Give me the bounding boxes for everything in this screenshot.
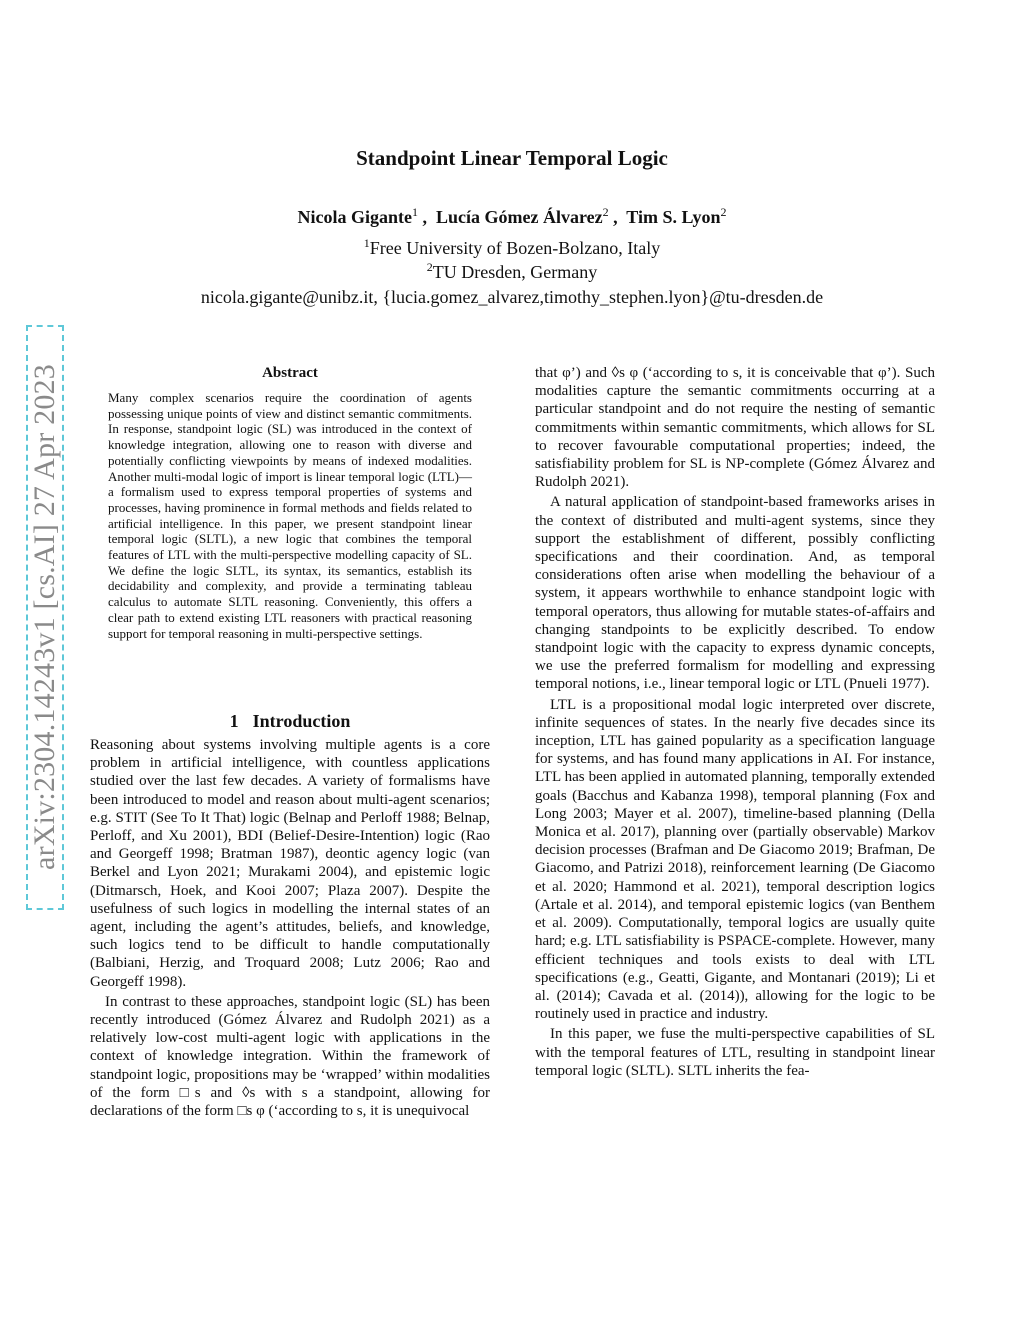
section-title: Introduction (252, 711, 351, 731)
affiliation-2 (0, 260, 1024, 283)
author-affil-mark: 2 (720, 205, 727, 219)
paragraph: that φ’) and ◊s φ (‘according to s, it is conceivable that φ’). Such modalities capture the semantic commitments occurring at a particular standpoint and do not require the nesting of semantic commitments within semantic commitments, which allows for SL to recover favourable computational properties; indeed, the satisfiability problem for SL is NP-complete (Gómez Álvarez and Rudolph 2021). (535, 365, 935, 491)
right-column-body (535, 364, 935, 1080)
paragraph: Reasoning about systems involving multiple agents is a core problem in artificial intelligence, with countless applications studied over the last few decades. A variety of formalisms have been introduced to model and reason about multi-agent scenarios; e.g. STIT (See To It That) logic (Belnap and Perloff 1988; Belnap, Perloff, and Xu 2001), BDI (Belief-Desire-Intention) logic (Rao and Georgeff 1998; Bratman 1987), deontic agency logic (van Berkel and Lyon 2021; Murakami 2004), and epistemic logic (Ditmarsch, Hoek, and Kooi 2007; Plaza 2007). Despite the usefulness of such logics in modelling the internal states of an agent, including the agent’s attitudes, beliefs, and knowledge, such logics tend to be difficult to handle computationally (Balbiani, Herzig, and Troquard 2008; Lutz 2006; Rao and Georgeff 1998). (90, 737, 490, 990)
paragraph: LTL is a propositional modal logic interpreted over discrete, infinite sequences of states. In the nearly five decades since its inception, LTL has gained popularity as a specification language for systems, and has found many applications in AI. For instance, LTL has been applied in automated planning, temporally extended goals (Bacchus and Kabanza 1998), temporal planning (Fox and Long 2003; Mayer et al. 2007), timeline-based planning (Della Monica et al. 2017), planning over (partially observable) Markov decision processes (Brafman and De Giacomo 2019; Brafman, De Giacomo, and Patrizi 2018), reinforcement learning (De Giacomo et al. 2020; Hammond et al. 2021), temporal description logics (Artale et al. 2014), and temporal epistemic logics (van Benthem et al. 2009). Computationally, temporal logics are usually quite hard; e.g. LTL satisfiability is PSPACE-complete. However, many efficient techniques and tools exists to deal with LTL specifications (e.g., Geatti, Gigante, and Montanari (2019); Li et al. (2014); Cavada et al. (2014)), allowing for the logic to be routinely used in practice and industry. (535, 696, 935, 1023)
affil-mark: 1 (363, 236, 370, 250)
paper-title: Standpoint Linear Temporal Logic (356, 146, 668, 170)
section-heading-introduction (90, 711, 490, 732)
arxiv-identifier: arXiv:2304.14243v1 [cs.AI] 27 Apr 2023 (28, 364, 61, 870)
author-name: Tim S. Lyon (626, 207, 721, 227)
author-list: Nicola Gigante$^1$ , Lucía Gómez Álvarez$^2$ , Tim S. Lyon$^2$ (297, 205, 727, 227)
author-emails: nicola.gigante@unibz.it, {lucia.gomez_alvarez,timothy_stephen.lyon}@tu-dresden.de (200, 287, 824, 307)
affil-text: TU Dresden, Germany (432, 262, 598, 282)
abstract-heading: Abstract (262, 365, 318, 381)
affiliation-1 (0, 236, 1024, 259)
affil-mark: 2 (426, 260, 433, 274)
author-affil-mark: 2 (602, 205, 609, 219)
paragraph: In contrast to these approaches, standpoint logic (SL) has been recently introduced (Gómez Álvarez and Rudolph 2021) as a relatively low-cost multi-agent logic with applications in the context of knowledge integration. Within the framework of standpoint logic, propositions may be ‘wrapped’ within modalities of the form □s and ◊s with s a standpoint, allowing for declarations of the form □s φ (‘according to s, it is unequivocal (90, 993, 490, 1120)
paragraph: In this paper, we fuse the multi-perspective capabilities of SL with the temporal features of LTL, resulting in standpoint linear temporal logic (SLTL). SLTL inherits the fea- (535, 1026, 935, 1079)
section-number: 1 (229, 711, 239, 731)
abstract-text: Many complex scenarios require the coordination of agents possessing unique points of view and distinct semantic commitments. In response, standpoint logic (SL) was introduced in the context of knowledge integration, allowing one to reason with diverse and potentially conflicting viewpoints by means of indexed modalities. Another multi-modal logic of import is linear temporal logic (LTL)—a formalism used to express temporal properties of systems and processes, having prominence in formal methods and fields related to artificial intelligence. In this paper, we present standpoint linear temporal logic (SLTL), a new logic that combines the temporal features of LTL with the multi-perspective modelling capacity of SL. We define the logic SLTL, its syntax, its semantics, establish its decidability and complexity, and provide a terminating tableau calculus to automate SLTL reasoning. Conveniently, this offers a clear path to extend existing LTL reasoners with practical reasoning support for temporal reasoning in multi-perspective settings. (108, 390, 472, 641)
paragraph: A natural application of standpoint-based frameworks arises in the context of distributed and multi-agent systems, since they support the establishment of different, possibly conflicting specifications and their coordination. And, as temporal considerations often arise when modelling the behaviour of a system, it appears worthwhile to enhance standpoint logic with temporal operators, thus allowing for mutable states-of-affairs and changing standpoints to be explicitly described. To endow standpoint logic with the capacity to express dynamic concepts, we use the preferred formalism for modelling and expressing temporal notions, i.e., linear temporal logic or LTL (Pnueli 1977). (535, 494, 935, 693)
author-name: Nicola Gigante (297, 207, 412, 227)
left-column-body (90, 736, 490, 1120)
affil-text: Free University of Bozen-Bolzano, Italy (369, 238, 661, 258)
author-name: Lucía Gómez Álvarez (435, 207, 603, 227)
author-affil-mark: 1 (411, 205, 418, 219)
